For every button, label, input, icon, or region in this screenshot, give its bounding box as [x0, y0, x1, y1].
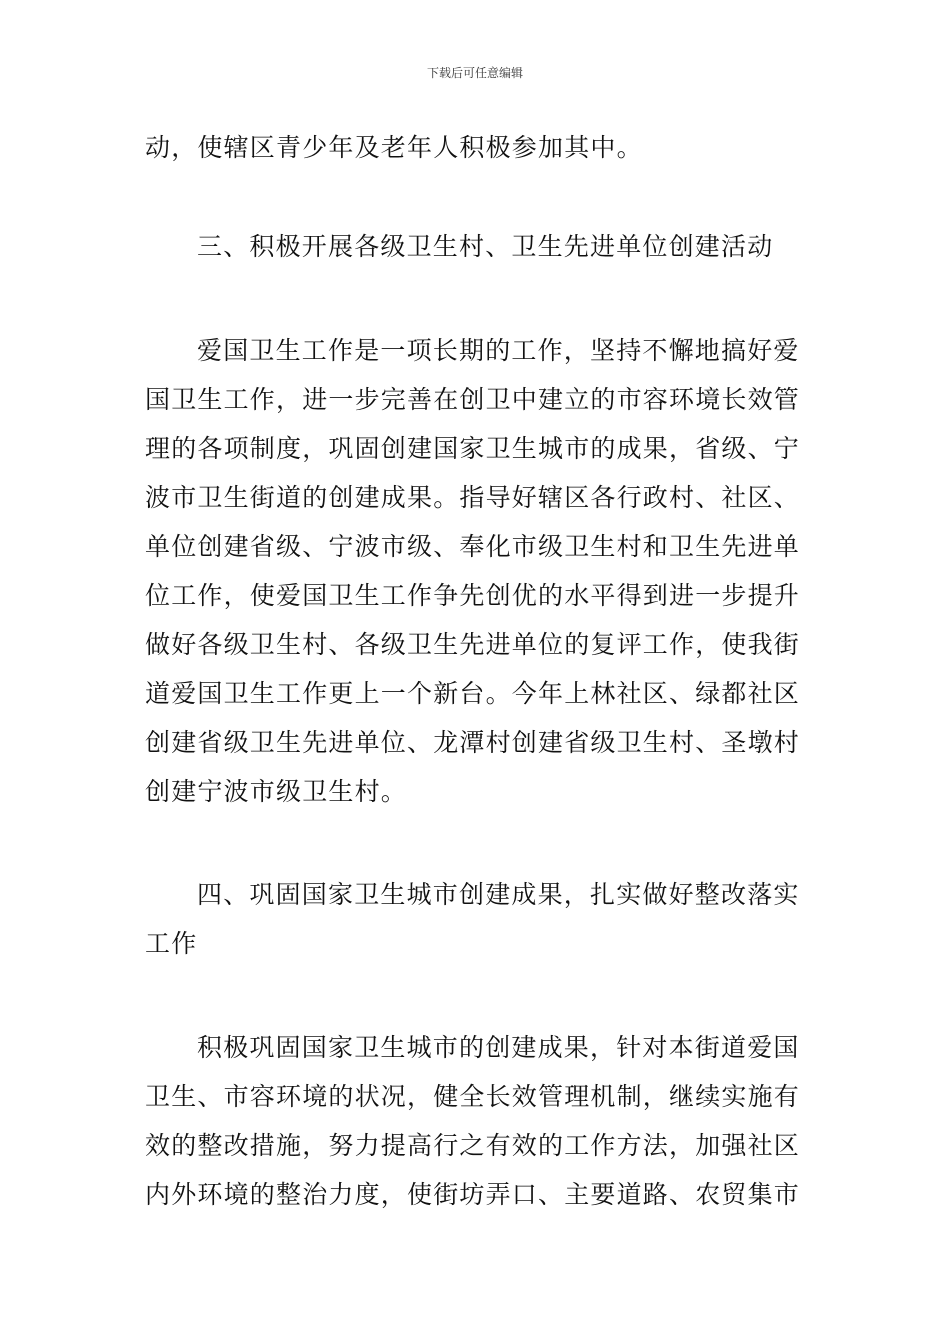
paragraph-line: 积极巩固国家卫生城市的创建成果，针对本街道爱国: [197, 1033, 800, 1062]
paragraph-line: 爱国卫生工作是一项长期的工作，坚持不懈地搞好爱: [197, 336, 800, 365]
paragraph-line: 做好各级卫生村、各级卫生先进单位的复评工作，使我街: [145, 630, 801, 659]
paragraph-line: 卫生、市容环境的状况，健全长效管理机制，继续实施有: [145, 1082, 801, 1111]
paragraph-line: 波市卫生街道的创建成果。指导好辖区各行政村、社区、: [145, 483, 801, 512]
paragraph-line: 理的各项制度，巩固创建国家卫生城市的成果，省级、宁: [145, 434, 801, 463]
section-heading-4-cont: 工作: [145, 929, 198, 958]
paragraph-line: 创建宁波市级卫生村。: [145, 777, 408, 806]
paragraph-line: 内外环境的整治力度，使街坊弄口、主要道路、农贸集市: [145, 1180, 801, 1209]
paragraph-line: 国卫生工作，进一步完善在创卫中建立的市容环境长效管: [145, 385, 801, 414]
paragraph-line: 位工作，使爱国卫生工作争先创优的水平得到进一步提升: [145, 581, 801, 610]
paragraph-line: 效的整改措施，努力提高行之有效的工作方法，加强社区: [145, 1131, 801, 1160]
section-heading-4: 四、巩固国家卫生城市创建成果，扎实做好整改落实: [197, 880, 800, 909]
page-header: 下载后可任意编辑: [426, 66, 523, 80]
section-heading-3: 三、积极开展各级卫生村、卫生先进单位创建活动: [197, 232, 774, 261]
paragraph-line: 道爱国卫生工作更上一个新台。今年上林社区、绿都社区: [145, 679, 801, 708]
paragraph-line: 动，使辖区青少年及老年人积极参加其中。: [145, 133, 643, 162]
paragraph-line: 单位创建省级、宁波市级、奉化市级卫生村和卫生先进单: [145, 532, 801, 561]
paragraph-line: 创建省级卫生先进单位、龙潭村创建省级卫生村、圣墩村: [145, 728, 801, 757]
